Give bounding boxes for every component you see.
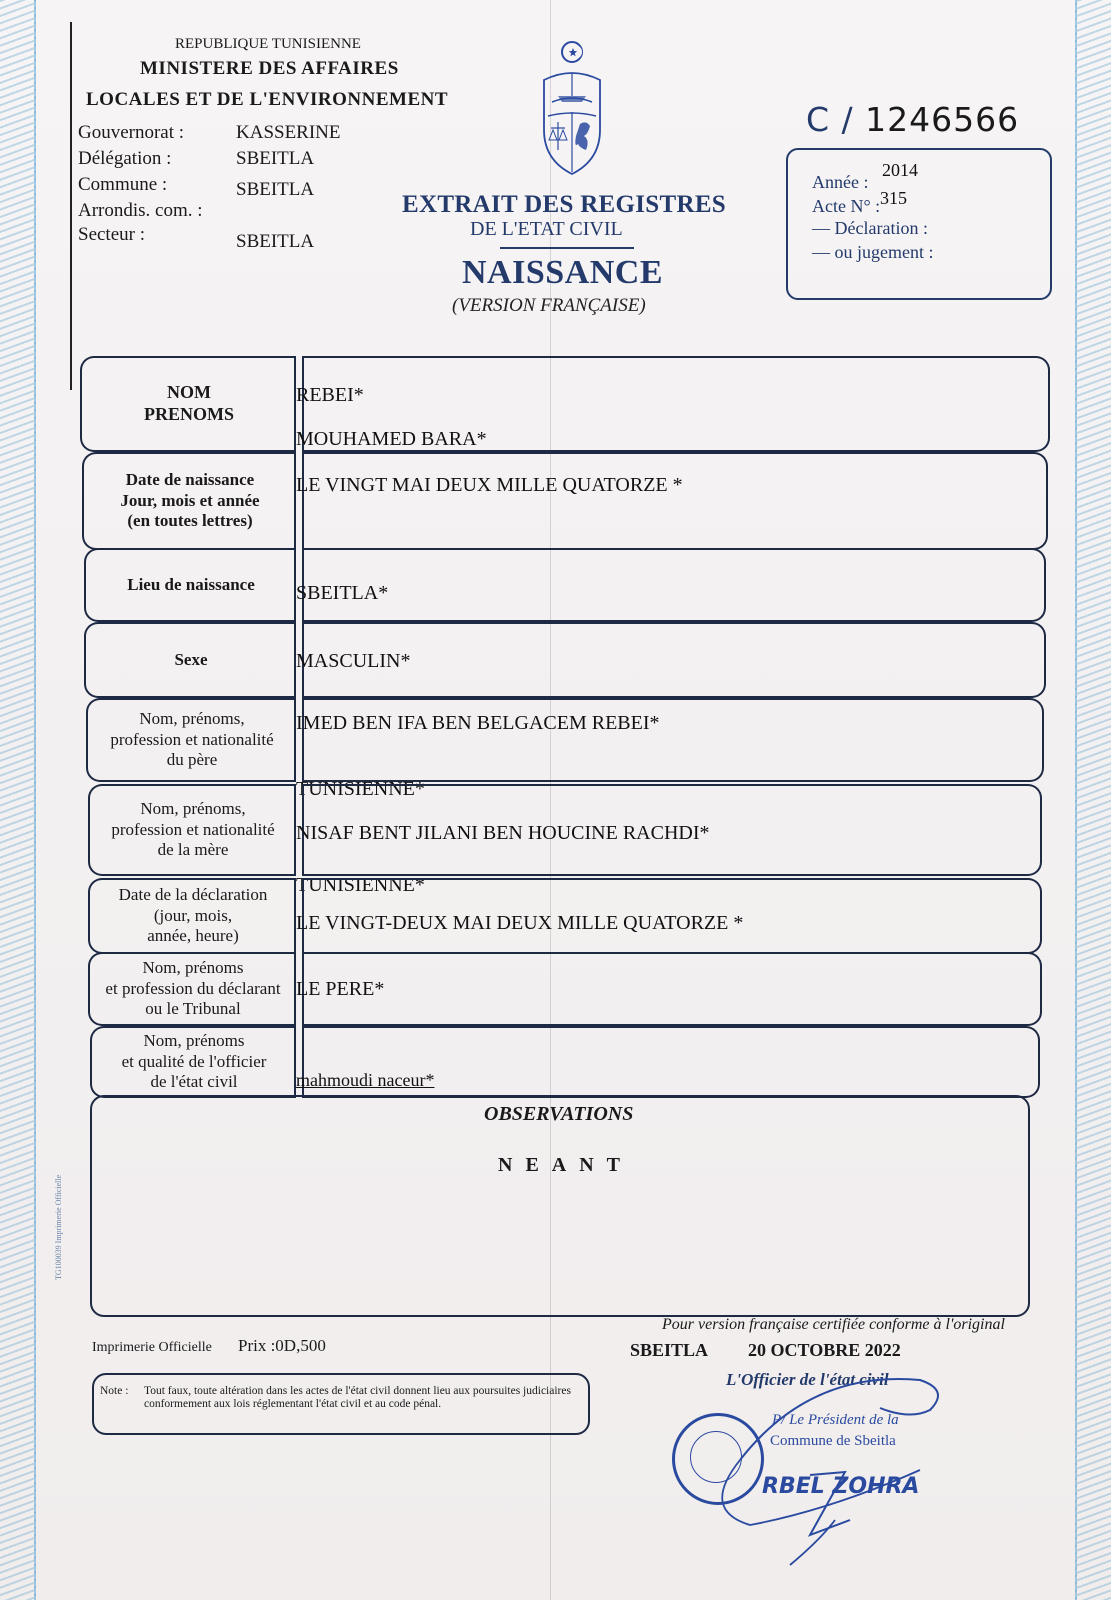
field-value-box — [302, 622, 1046, 698]
field-value: LE VINGT MAI DEUX MILLE QUATORZE * — [296, 474, 683, 496]
location-delegation — [78, 148, 314, 170]
field-value: MOUHAMED BARA* — [296, 428, 487, 450]
document-type: NAISSANCE — [462, 254, 663, 291]
republic-heading: REPUBLIQUE TUNISIENNE — [175, 36, 361, 52]
observations-title: OBSERVATIONS — [484, 1103, 634, 1125]
field-value: MASCULIN* — [296, 650, 411, 672]
ministry-heading-line2: LOCALES ET DE L'ENVIRONNEMENT — [86, 89, 449, 110]
declaration-label: — Déclaration : — [812, 218, 928, 238]
field-label: Lieu de naissance — [84, 548, 296, 622]
field-label: Nom, prénoms, profession et nationalité de la mère — [88, 784, 296, 876]
ministry-heading-line1: MINISTERE DES AFFAIRES — [140, 58, 399, 79]
location-label: Secteur : — [78, 224, 146, 245]
observations-box — [90, 1095, 1030, 1317]
field-label: Nom, prénoms et qualité de l'officier de l'état civil — [90, 1026, 296, 1098]
guilloche-border-left — [0, 0, 36, 1600]
president-line1: P/ Le Président de la — [772, 1412, 899, 1428]
location-gouvernorat — [78, 122, 341, 144]
jugement-label: — ou jugement : — [812, 242, 934, 262]
field-value: SBEITLA* — [296, 582, 389, 604]
handwritten-signature-icon — [660, 1350, 960, 1580]
printer-reference: TG100039 Imprimerie Officielle — [54, 1174, 63, 1280]
field-value: IMED BEN IFA BEN BELGACEM REBEI* — [296, 712, 660, 734]
location-value: SBEITLA — [236, 148, 315, 169]
header-left-rule — [70, 22, 72, 390]
note-label: Note : — [100, 1385, 129, 1397]
president-line2: Commune de Sbeitla — [770, 1433, 896, 1449]
tunisia-coat-of-arms-icon — [536, 40, 608, 180]
location-label: Gouvernorat : — [78, 122, 185, 143]
guilloche-border-right — [1075, 0, 1111, 1600]
field-label: Date de la déclaration (jour, mois, année, heure) — [88, 878, 296, 954]
field-value-box — [302, 698, 1044, 782]
legal-note — [92, 1373, 590, 1435]
issue-place: SBEITLA — [630, 1340, 709, 1360]
location-value: SBEITLA — [236, 179, 315, 200]
document-title: EXTRAIT DES REGISTRES — [402, 191, 727, 218]
field-value: TUNISIENNE* — [296, 778, 425, 800]
field-value: NISAF BENT JILANI BEN HOUCINE RACHDI* — [296, 822, 710, 844]
acte-number-label: Acte N° : — [812, 196, 881, 216]
field-value-box — [302, 452, 1048, 550]
price: Prix :0D,500 — [238, 1336, 326, 1355]
title-divider — [500, 247, 634, 249]
location-arrondissement — [78, 200, 236, 222]
observations-value: NEANT — [498, 1154, 634, 1176]
field-value: LE PERE* — [296, 978, 385, 1000]
issue-date: 20 OCTOBRE 2022 — [748, 1340, 901, 1360]
field-value-box — [302, 952, 1042, 1026]
field-value-box — [302, 548, 1046, 622]
acte-number-value: 315 — [880, 188, 907, 208]
annee-value: 2014 — [882, 160, 918, 180]
document-subtitle: DE L'ETAT CIVIL — [470, 218, 623, 240]
annee-label: Année : — [812, 172, 869, 192]
certification-statement: Pour version française certifiée conforme à l'original — [662, 1316, 1005, 1333]
field-label: Sexe — [84, 622, 296, 698]
location-label: Délégation : — [78, 148, 172, 169]
serial-number — [806, 100, 1019, 139]
signatory-name: RBEL ZOHRA — [762, 1474, 920, 1499]
field-label: Date de naissance Jour, mois et année (en toutes lettres) — [82, 452, 296, 550]
location-value: KASSERINE — [236, 122, 341, 143]
location-commune — [78, 174, 315, 200]
field-value: LE VINGT-DEUX MAI DEUX MILLE QUATORZE * — [296, 912, 744, 934]
serial-prefix: C / — [806, 100, 854, 139]
location-value: SBEITLA — [236, 231, 315, 252]
field-value: REBEI* — [296, 384, 364, 406]
field-label: Nom, prénoms et profession du déclarant ou le Tribunal — [88, 952, 296, 1026]
field-value: mahmoudi naceur* — [296, 1070, 435, 1090]
serial-value: 1246566 — [865, 100, 1020, 139]
field-label: NOM PRENOMS — [80, 356, 296, 452]
location-label: Arrondis. com. : — [78, 200, 203, 221]
field-value: TUNISIENNE* — [296, 874, 425, 896]
location-secteur — [78, 224, 315, 252]
note-text: Tout faux, toute altération dans les actes de l'état civil donnent lieu aux poursuites judiciaires conformement aux lois réglementant l'état civil et au code pénal. — [144, 1385, 571, 1411]
version-label: (VERSION FRANÇAISE) — [452, 295, 646, 316]
field-label: Nom, prénoms, profession et nationalité du père — [86, 698, 296, 782]
officer-title: L'Officier de l'état civil — [726, 1370, 889, 1389]
location-label: Commune : — [78, 174, 168, 195]
printer-name: Imprimerie Officielle — [92, 1340, 212, 1355]
acte-info-box — [786, 148, 1052, 300]
